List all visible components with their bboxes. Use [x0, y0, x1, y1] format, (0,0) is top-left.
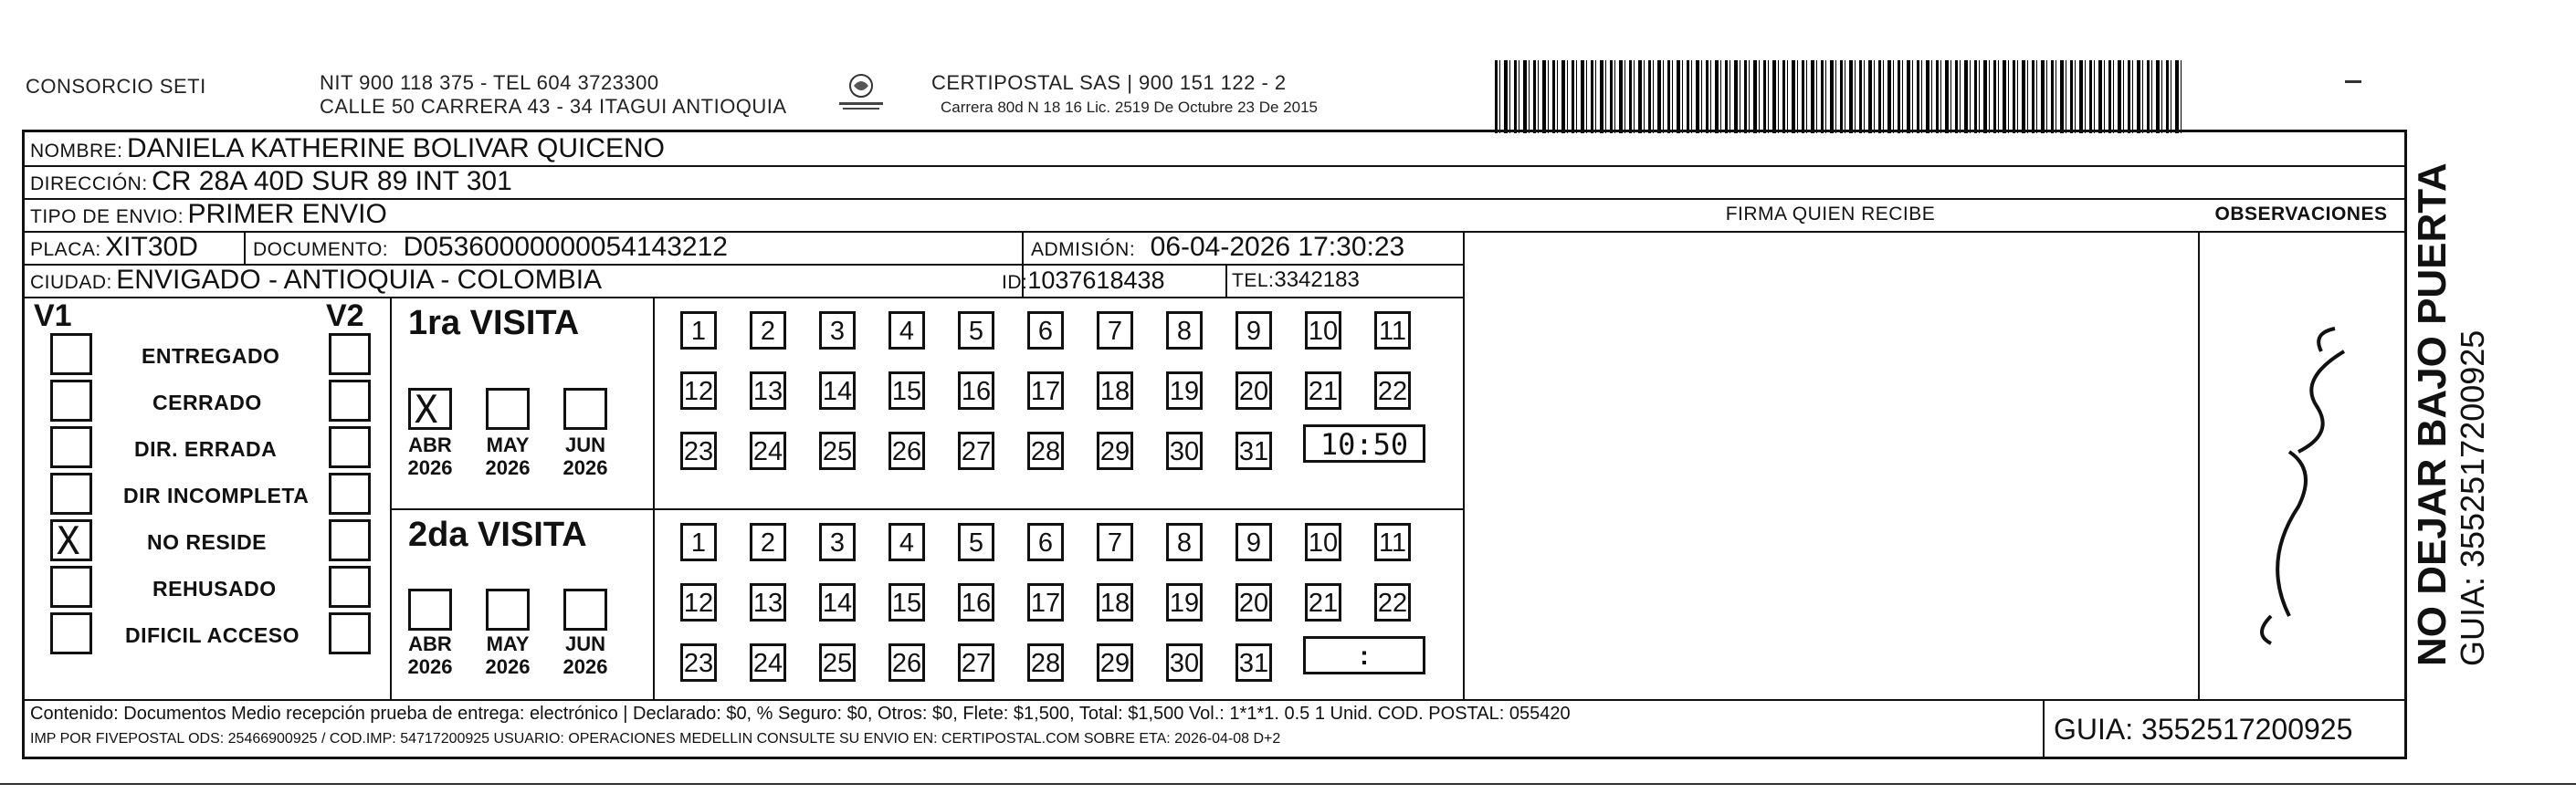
direccion-label: DIRECCIÓN:: [30, 173, 148, 194]
second-visit-day-23[interactable]: 23: [680, 643, 717, 682]
first-visit-day-2[interactable]: 2: [750, 311, 786, 350]
second-visit-day-13[interactable]: 13: [750, 583, 786, 622]
option-rehusado: REHUSADO: [152, 577, 277, 601]
placa-label: PLACA:: [30, 239, 101, 260]
second-visit-day-4[interactable]: 4: [888, 523, 925, 561]
first-visit-day-5[interactable]: 5: [958, 311, 994, 350]
tel-label: TEL:: [1232, 270, 1275, 291]
observaciones-label: OBSERVACIONES: [2214, 204, 2388, 225]
second-visit-day-29[interactable]: 29: [1097, 643, 1133, 682]
first-visit-day-6[interactable]: 6: [1027, 311, 1064, 350]
option-dir-errada: DIR. ERRADA: [134, 437, 278, 461]
first-visit-day-22[interactable]: 22: [1374, 371, 1411, 410]
v2-checkbox-no-reside[interactable]: [329, 519, 371, 561]
nombre-row: [30, 132, 665, 170]
second-visit-day-6[interactable]: 6: [1027, 523, 1064, 561]
first-visit-day-1[interactable]: 1: [680, 311, 717, 350]
address-line: CALLE 50 CARRERA 43 - 34 ITAGUI ANTIOQUIA: [320, 95, 787, 118]
documento-label: DOCUMENTO:: [253, 239, 389, 260]
first-visit-day-27[interactable]: 27: [958, 432, 994, 470]
nombre-label: NOMBRE:: [30, 141, 123, 162]
documento-row: [253, 231, 728, 268]
second-visit-month-jun-checkbox[interactable]: [563, 589, 607, 631]
option-cerrado: CERRADO: [152, 391, 262, 414]
side-guia: GUIA: 3552517200925: [2454, 329, 2491, 666]
first-visit-day-14[interactable]: 14: [819, 371, 856, 410]
second-visit-day-7[interactable]: 7: [1097, 523, 1133, 561]
firma-label: FIRMA QUIEN RECIBE: [1725, 204, 1936, 225]
first-visit-abr-check-mark: X: [415, 387, 438, 432]
second-visit-day-24[interactable]: 24: [750, 643, 786, 682]
first-visit-day-11[interactable]: 11: [1374, 311, 1411, 350]
option-entregado: ENTREGADO: [142, 344, 280, 368]
second-visit-month-may-checkbox[interactable]: [486, 589, 530, 631]
second-visit-day-28[interactable]: 28: [1027, 643, 1064, 682]
tel-row: [1232, 264, 1360, 299]
tipo-row: [30, 198, 387, 235]
second-visit-month-abr-checkbox[interactable]: [408, 589, 452, 631]
certipostal-logo-icon: [836, 71, 887, 113]
ciudad-value: ENVIGADO - ANTIOQUIA - COLOMBIA: [116, 265, 603, 295]
second-visit-day-27[interactable]: 27: [958, 643, 994, 682]
first-visit-day-3[interactable]: 3: [819, 311, 856, 350]
first-visit-day-19[interactable]: 19: [1166, 371, 1203, 410]
second-month-label: ABR 2026: [407, 632, 453, 678]
v1-checkbox-dificil-acceso[interactable]: [50, 612, 92, 654]
first-visit-day-16[interactable]: 16: [958, 371, 994, 410]
option-dir-incompleta: DIR INCOMPLETA: [123, 484, 310, 507]
first-visit-day-13[interactable]: 13: [750, 371, 786, 410]
id-row: [1002, 264, 1165, 301]
placa-value: XIT30D: [105, 232, 198, 262]
first-visit-month-may-checkbox[interactable]: [486, 388, 530, 430]
first-visit-day-4[interactable]: 4: [888, 311, 925, 350]
second-visit-day-11[interactable]: 11: [1374, 523, 1411, 561]
footer-contenido: Contenido: Documentos Medio recepción prueba de entrega: electrónico | Declarado: $0, % Seguro: $0, Otros: $0, Flete: $1,500, Total: $1,500 Vol.: 1*1*1. 0.5 1 Unid. COD. POSTAL: 055420: [30, 704, 1571, 724]
nombre-value: DANIELA KATHERINE BOLIVAR QUICENO: [126, 133, 665, 163]
second-visit-day-26[interactable]: 26: [888, 643, 925, 682]
second-visit-day-19[interactable]: 19: [1166, 583, 1203, 622]
second-visit-day-2[interactable]: 2: [750, 523, 786, 561]
v1-checkbox-cerrado[interactable]: [50, 380, 92, 422]
delivery-form: [22, 130, 2407, 759]
header-dash: [2345, 80, 2361, 83]
direccion-row: [30, 165, 512, 203]
second-visit-day-21[interactable]: 21: [1305, 583, 1341, 622]
v1-checkbox-dir-errada[interactable]: [50, 426, 92, 468]
first-visit-day-28[interactable]: 28: [1027, 432, 1064, 470]
first-month-label: MAY 2026: [485, 434, 531, 479]
first-visit-day-29[interactable]: 29: [1097, 432, 1133, 470]
admision-value: 06-04-2026 17:30:23: [1150, 232, 1405, 262]
footer-imp: IMP POR FIVEPOSTAL ODS: 25466900925 / COD.IMP: 54717200925 USUARIO: OPERACIONES MEDELLIN CONSULTE SU ENVIO EN: CERTIPOSTAL.COM SOBRE ETA: 2026-04-08 D+2: [30, 731, 1281, 747]
second-visit-day-5[interactable]: 5: [958, 523, 994, 561]
no-reside-check-mark: X: [57, 518, 80, 563]
id-value: 1037618438: [1027, 266, 1165, 294]
first-visit-day-31[interactable]: 31: [1235, 432, 1272, 470]
first-visit-day-17[interactable]: 17: [1027, 371, 1064, 410]
signature-scribble: [2234, 315, 2371, 680]
v1-checkbox-rehusado[interactable]: [50, 566, 92, 608]
v2-label: V2: [326, 298, 364, 333]
first-visit-day-12[interactable]: 12: [680, 371, 717, 410]
second-visit-label: 2da VISITA: [408, 516, 587, 554]
id-label: ID:: [1002, 272, 1028, 293]
second-visit-day-22[interactable]: 22: [1374, 583, 1411, 622]
second-visit-day-1[interactable]: 1: [680, 523, 717, 561]
nit-line: NIT 900 118 375 - TEL 604 3723300: [320, 71, 659, 94]
tipo-value: PRIMER ENVIO: [187, 199, 387, 229]
license-line: Carrera 80d N 18 16 Lic. 2519 De Octubre 23 De 2015: [941, 99, 1318, 116]
first-visit-day-15[interactable]: 15: [888, 371, 925, 410]
tipo-label: TIPO DE ENVIO:: [30, 206, 184, 227]
first-visit-time-box[interactable]: 10:50: [1303, 424, 1425, 463]
first-visit-day-30[interactable]: 30: [1166, 432, 1203, 470]
second-visit-day-17[interactable]: 17: [1027, 583, 1064, 622]
first-visit-day-25[interactable]: 25: [819, 432, 856, 470]
ciudad-label: CIUDAD:: [30, 272, 112, 293]
tel-value: 3342183: [1274, 267, 1360, 292]
first-visit-label: 1ra VISITA: [408, 304, 580, 342]
first-visit-day-24[interactable]: 24: [750, 432, 786, 470]
first-visit-day-26[interactable]: 26: [888, 432, 925, 470]
second-visit-day-8[interactable]: 8: [1166, 523, 1203, 561]
v1-checkbox-no-reside[interactable]: [50, 519, 92, 561]
admision-row: [1031, 231, 1404, 268]
company-name: CONSORCIO SETI: [26, 75, 206, 98]
first-visit-day-20[interactable]: 20: [1235, 371, 1272, 410]
second-visit-day-25[interactable]: 25: [819, 643, 856, 682]
v1-checkbox-dir-incompleta[interactable]: [50, 473, 92, 515]
documento-value: D05360000000054143212: [403, 232, 728, 262]
first-month-label: ABR 2026: [407, 434, 453, 479]
first-visit-month-jun-checkbox[interactable]: [563, 388, 607, 430]
v1-checkbox-entregado[interactable]: [50, 333, 92, 375]
second-visit-day-20[interactable]: 20: [1235, 583, 1272, 622]
first-visit-day-9[interactable]: 9: [1235, 311, 1272, 350]
first-visit-day-7[interactable]: 7: [1097, 311, 1133, 350]
second-visit-day-3[interactable]: 3: [819, 523, 856, 561]
second-visit-day-30[interactable]: 30: [1166, 643, 1203, 682]
v2-checkbox-cerrado[interactable]: [329, 380, 371, 422]
second-visit-day-10[interactable]: 10: [1305, 523, 1341, 561]
barcode-icon: [1495, 60, 2184, 133]
side-no-dejar: NO DEJAR BAJO PUERTA: [2410, 162, 2455, 666]
first-visit-day-23[interactable]: 23: [680, 432, 717, 470]
page-edge: [0, 783, 2576, 785]
v2-checkbox-rehusado[interactable]: [329, 566, 371, 608]
second-visit-day-18[interactable]: 18: [1097, 583, 1133, 622]
option-dificil-acceso: DIFICIL ACCESO: [125, 623, 300, 647]
option-no-reside: NO RESIDE: [147, 530, 268, 554]
first-visit-day-8[interactable]: 8: [1166, 311, 1203, 350]
admision-label: ADMISIÓN:: [1031, 239, 1136, 260]
placa-row: [30, 231, 198, 268]
second-visit-day-12[interactable]: 12: [680, 583, 717, 622]
side-notice: [2411, 119, 2491, 666]
second-visit-day-15[interactable]: 15: [888, 583, 925, 622]
first-visit-day-18[interactable]: 18: [1097, 371, 1133, 410]
v1-label: V1: [34, 298, 72, 333]
first-visit-day-10[interactable]: 10: [1305, 311, 1341, 350]
second-visit-day-31[interactable]: 31: [1235, 643, 1272, 682]
second-visit-day-16[interactable]: 16: [958, 583, 994, 622]
second-visit-time-box[interactable]: :: [1303, 636, 1425, 674]
v2-checkbox-dir-errada[interactable]: [329, 426, 371, 468]
second-month-label: MAY 2026: [485, 632, 531, 678]
first-visit-month-abr-checkbox[interactable]: [408, 388, 452, 430]
second-visit-day-9[interactable]: 9: [1235, 523, 1272, 561]
direccion-value: CR 28A 40D SUR 89 INT 301: [152, 166, 512, 196]
v2-checkbox-dificil-acceso[interactable]: [329, 612, 371, 654]
v2-checkbox-entregado[interactable]: [329, 333, 371, 375]
second-visit-day-14[interactable]: 14: [819, 583, 856, 622]
first-month-label: JUN 2026: [563, 434, 608, 479]
footer-guia: GUIA: 3552517200925: [2054, 713, 2353, 746]
ciudad-row: [30, 264, 602, 301]
first-visit-day-21[interactable]: 21: [1305, 371, 1341, 410]
second-month-label: JUN 2026: [563, 632, 608, 678]
certipostal-line: CERTIPOSTAL SAS | 900 151 122 - 2: [931, 71, 1287, 94]
v2-checkbox-dir-incompleta[interactable]: [329, 473, 371, 515]
